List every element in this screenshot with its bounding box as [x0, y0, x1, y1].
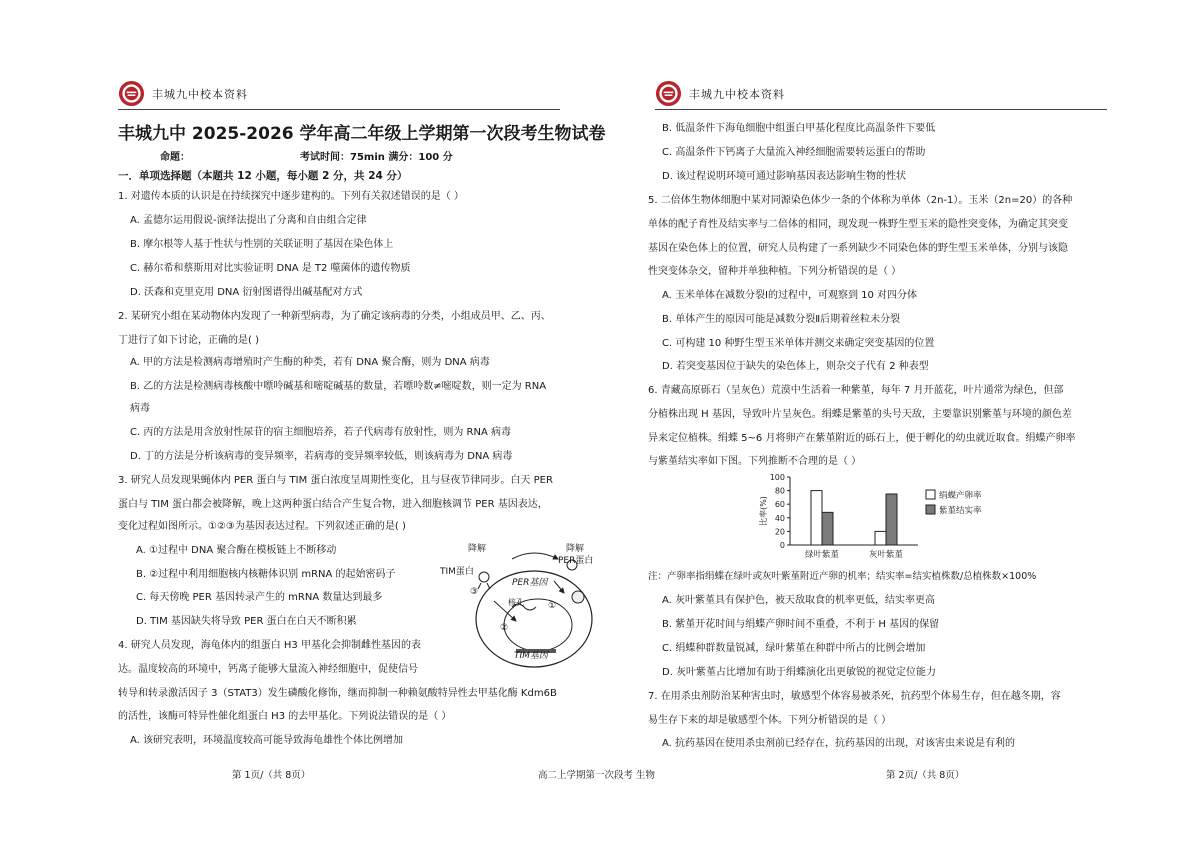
question-3: 3. 研究人员发现果蝇体内 PER 蛋白与 TIM 蛋白浓度呈周期性变化，且与昼夜节律同步。白天 PER	[118, 475, 553, 486]
question-7: 7. 在用杀虫剂防治某种害虫时，敏感型个体容易被杀死，抗药型个体易生存，但在越冬期，容	[648, 691, 1061, 702]
q1-option-b: B. 摩尔根等人基于性状与性别的关联证明了基因在染色体上	[130, 239, 394, 250]
question-4-cont: 达。温度较高的环境中，钙离子能够大量流入神经细胞中，促使信号	[118, 664, 418, 675]
fig-label-nuclear-pore: 核孔	[508, 598, 524, 607]
question-6-cont3: 与紫堇结实率如下图。下列推断不合理的是（ ）	[648, 456, 862, 467]
question-6-cont2: 异来定位植株。绢蝶 5~6 月将卵产在紫堇附近的砾石上，便于孵化的幼虫就近取食。绢蝶产卵率	[648, 433, 1076, 444]
y-tick-label: 100	[769, 473, 785, 482]
fig-label-per-gene: PER基因	[512, 578, 548, 588]
question-2: 2. 某研究小组在某动物体内发现了一种新型病毒，为了确定该病毒的分类，小组成员甲、乙、丙、	[118, 311, 551, 322]
exam-title: 丰城九中 2025-2026 学年高二年级上学期第一次段考生物试卷	[118, 124, 606, 144]
q1-option-d: D. 沃森和克里克用 DNA 衍射图谱得出碱基配对方式	[130, 287, 363, 298]
question-4-cont3: 的活性，该酶可特异性催化组蛋白 H3 的去甲基化。下列说法错误的是（ ）	[118, 711, 452, 722]
legend-label: 绢蝶产卵率	[939, 491, 982, 501]
question-5-cont2: 基因在染色体上的位置，研究人员构建了一系列缺少不同染色体的野生型玉米单体，分别与该隐	[648, 243, 1068, 254]
y-tick-label: 80	[774, 486, 785, 496]
school-label: 丰城九中校本资料	[689, 88, 785, 101]
bar-chart	[758, 470, 1048, 565]
bar	[822, 512, 833, 545]
bar	[886, 494, 897, 545]
school-logo	[118, 80, 145, 107]
legend-label: 紫堇结实率	[939, 506, 982, 516]
x-tick-label: 绿叶紫堇	[804, 550, 840, 560]
q2-option-d: D. 丁的方法是分析该病毒的变异频率，若病毒的变异频率较低，则该病毒为 DNA 病毒	[130, 451, 513, 462]
footer-middle: 高二上学期第一次段考 生物	[538, 770, 656, 781]
fig-label-step3: ③	[470, 587, 479, 597]
q7-option-a: A. 抗药基因在使用杀虫剂前已经存在，抗药基因的出现，对该害虫来说是有利的	[662, 738, 1016, 749]
question-5: 5. 二倍体生物体细胞中某对同源染色体少一条的个体称为单体（2n-1）。玉米（2n=20）的各种	[648, 195, 1073, 206]
y-tick-label: 20	[774, 527, 785, 537]
q3-option-c: C. 每天傍晚 PER 基因转录产生的 mRNA 数量达到最多	[136, 592, 383, 603]
chart-note: 注：产卵率指绢蝶在绿叶或灰叶紫堇附近产卵的机率；结实率=结实植株数/总植株数×100%	[648, 571, 1037, 582]
q2-option-b-cont: 病毒	[130, 403, 150, 414]
q2-option-b: B. 乙的方法是检测病毒核酸中嘌呤碱基和嘧啶碱基的数量，若嘌呤数≠嘧啶数，则一定为 RNA	[130, 381, 547, 392]
page-header	[655, 80, 1107, 110]
fig-label-step2: ②	[500, 623, 509, 633]
fig-label-tim-protein: TIM蛋白	[440, 567, 474, 577]
q1-option-c: C. 赫尔希和蔡斯用对比实验证明 DNA 是 T2 噬菌体的遗传物质	[130, 263, 411, 274]
author-label: 命题：	[160, 152, 190, 163]
right-page	[600, 0, 1200, 849]
footer-page-left: 第 1页/（共 8页）	[232, 770, 311, 781]
y-tick-label: 60	[774, 500, 785, 510]
q6-option-a: A. 灰叶紫堇具有保护色，被天敌取食的机率更低，结实率更高	[662, 595, 936, 606]
x-tick-label: 灰叶紫堇	[868, 550, 904, 560]
fig-label-per-protein: PER蛋白	[558, 556, 594, 566]
question-7-cont: 易生存下来的却是敏感型个体。下列分析错误的是（ ）	[648, 715, 892, 726]
page-header	[118, 80, 560, 110]
fig-label-step1: ①	[548, 601, 557, 611]
question-3-cont2: 变化过程如图所示。①②③为基因表达过程。下列叙述正确的是( )	[118, 521, 406, 532]
question-4: 4. 研究人员发现，海龟体内的组蛋白 H3 甲基化会抑制雌性基因的表	[118, 640, 421, 651]
q3-option-a: A. ①过程中 DNA 聚合酶在模板链上不断移动	[136, 545, 337, 556]
q6-option-c: C. 绢蝶种群数量锐减，绿叶紫堇在种群中所占的比例会增加	[662, 643, 926, 654]
question-3-cont: 蛋白与 TIM 蛋白都会被降解，晚上这两种蛋白结合产生复合物，进入细胞核调节 PER 基因表达，	[118, 499, 548, 510]
y-axis-label: 比率(%)	[759, 496, 768, 526]
question-5-cont: 单体的配子育性及结实率与二倍体的相同，现发现一株野生型玉米的隐性突变体，为确定其突变	[648, 219, 1068, 230]
bar	[875, 531, 886, 545]
header-rule	[118, 109, 560, 110]
question-6-cont: 分植株出现 H 基因，导致叶片呈灰色。绢蝶是紫堇的头号天敌，主要靠识别紫堇与环境的颜色差	[648, 409, 1072, 420]
fig-label-degrade-right: 降解	[566, 544, 585, 554]
q6-option-b: B. 紫堇开花时间与绢蝶产卵时间不重叠，不利于 H 基因的保留	[662, 619, 940, 630]
bar	[811, 491, 822, 545]
question-6: 6. 青藏高原砾石（呈灰色）荒漠中生活着一种紫堇，每年 7 月开蓝花，叶片通常为绿色，但部	[648, 385, 1064, 396]
header-rule	[655, 109, 1107, 110]
q3-option-d: D. TIM 基因缺失将导致 PER 蛋白在白天不断积累	[136, 616, 357, 627]
q3-option-b: B. ②过程中利用细胞核内核糖体识别 mRNA 的起始密码子	[136, 569, 396, 580]
question-2-cont: 丁进行了如下讨论，正确的是( )	[118, 335, 259, 346]
fig-label-degrade-left: 降解	[468, 544, 487, 554]
q6-option-d: D. 灰叶紫堇占比增加有助于绢蝶演化出更敏锐的视觉定位能力	[662, 667, 937, 678]
q4-option-b: B. 低温条件下海龟细胞中组蛋白甲基化程度比高温条件下要低	[662, 123, 936, 134]
q5-option-c: C. 可构建 10 种野生型玉米单体并测交来确定突变基因的位置	[662, 338, 935, 349]
footer-page-right: 第 2页/（共 8页）	[886, 770, 965, 781]
q5-option-b: B. 单体产生的原因可能是减数分裂Ⅱ后期着丝粒未分裂	[662, 314, 901, 325]
q4-option-c: C. 高温条件下钙离子大量流入神经细胞需要转运蛋白的帮助	[662, 147, 926, 158]
school-label: 丰城九中校本资料	[152, 88, 248, 101]
q4-option-a: A. 该研究表明，环境温度较高可能导致海龟雄性个体比例增加	[130, 735, 404, 746]
q5-option-d: D. 若突变基因位于缺失的染色体上，则杂交子代有 2 种表型	[662, 361, 929, 372]
question-1: 1. 对遗传本质的认识是在持续探究中逐步建构的。下列有关叙述错误的是（ ）	[118, 191, 464, 202]
time-score: 考试时间：75min 满分：100 分	[300, 152, 453, 163]
school-logo	[655, 80, 682, 107]
question-4-cont2: 转导和转录激活因子 3（STAT3）发生磷酸化修饰，继而抑制一种赖氨酸特异性去甲基化酶 Kdm6B	[118, 688, 557, 699]
y-tick-label: 40	[774, 513, 785, 523]
legend-swatch	[926, 505, 935, 514]
q4-option-d: D. 该过程说明环境可通过影响基因表达影响生物的性状	[662, 171, 907, 182]
y-tick-label: 0	[779, 541, 785, 550]
legend-swatch	[926, 490, 935, 499]
q2-option-c: C. 丙的方法是用含放射性尿苷的宿主细胞培养，若子代病毒有放射性，则为 RNA 病毒	[130, 427, 511, 438]
section-heading: 一．单项选择题（本题共 12 小题，每小题 2 分，共 24 分）	[118, 170, 408, 182]
q2-option-a: A. 甲的方法是检测病毒增殖时产生酶的种类，若有 DNA 聚合酶，则为 DNA 病毒	[130, 357, 490, 368]
q5-option-a: A. 玉米单体在减数分裂Ⅰ的过程中，可观察到 10 对四分体	[662, 290, 918, 301]
fig-label-tim-gene: TIM基因	[514, 651, 548, 661]
question-5-cont3: 性突变体杂交，留种并单独种植。下列分析错误的是（ ）	[648, 266, 902, 277]
q1-option-a: A. 孟德尔运用假说-演绎法提出了分离和自由组合定律	[130, 215, 367, 226]
